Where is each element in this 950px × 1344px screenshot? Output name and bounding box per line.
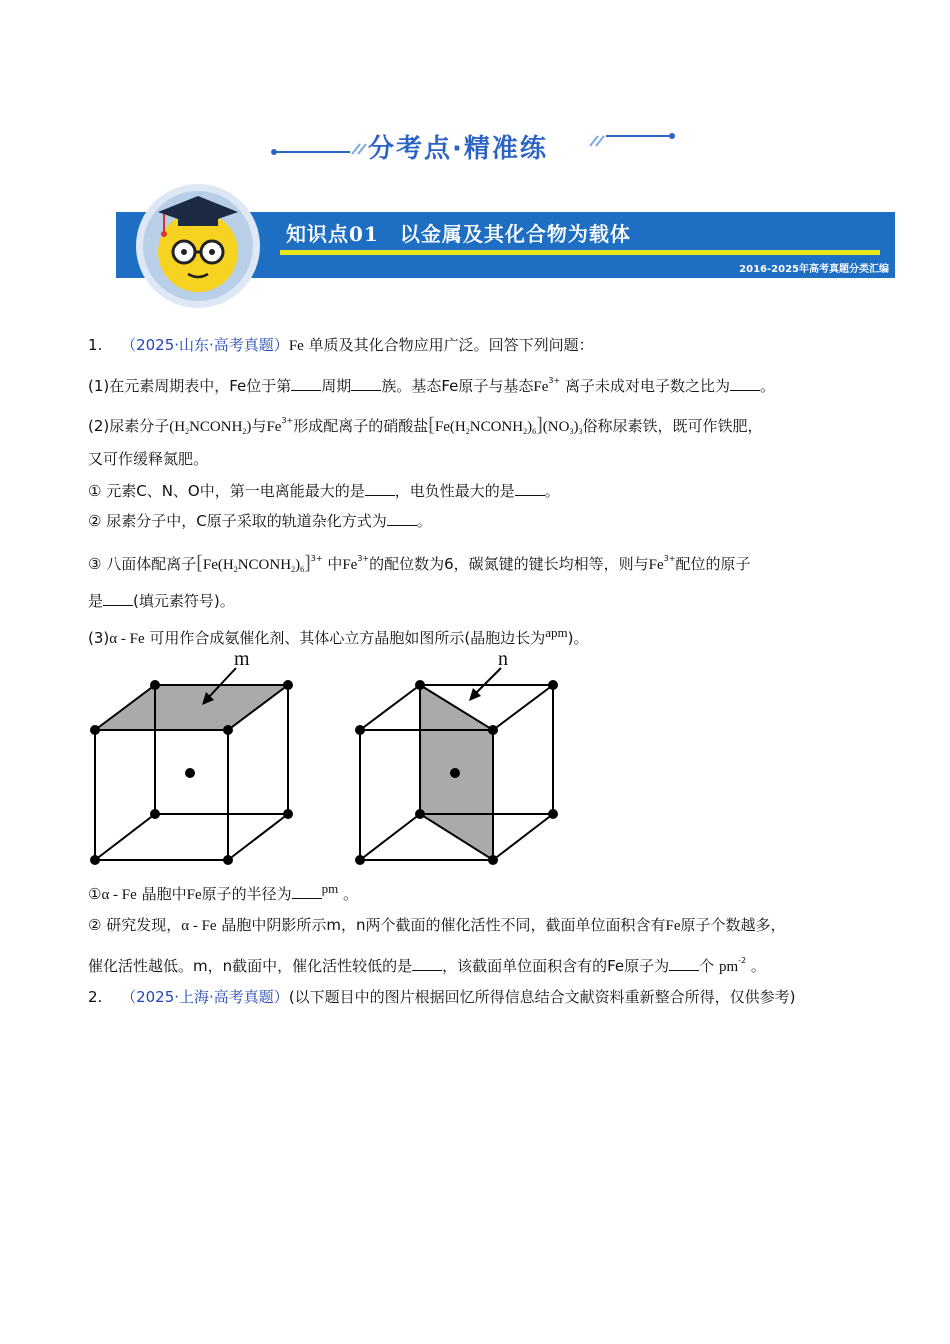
blank[interactable] <box>387 511 417 526</box>
blank[interactable] <box>291 376 321 391</box>
title-right-decoration <box>586 130 686 150</box>
q1-sub2: ② 尿素分子中，C原子采取的轨道杂化方式为 。 <box>88 512 432 530</box>
figure-label-m: m <box>234 648 250 670</box>
blank[interactable] <box>730 376 760 391</box>
blank[interactable] <box>292 884 322 899</box>
section-title-bar <box>0 126 950 166</box>
unit-cell-figure-n <box>345 648 565 868</box>
unit-cell-figure-m <box>80 648 300 868</box>
q1-source: （2025·山东·高考真题） <box>121 336 289 354</box>
q1-sub1: ① 元素C、N、O中，第一电离能最大的是 ，电负性最大的是 。 <box>88 482 560 500</box>
q1-part3-sub2: ② 研究发现，α - Fe 晶胞中阴影所示m，n两个截面的催化活性不同，截面单位面积含有Fe原子个数越多， <box>88 916 786 934</box>
blank[interactable] <box>103 591 133 606</box>
banner-subtitle: 2016-2025年高考真题分类汇编 <box>739 264 889 275</box>
q1-part2-cont: 又可作缓释氮肥。 <box>88 450 209 468</box>
q1-part2: (2)尿素分子$(H_2NCONH_2)$与$Fe^{3+}$形成配离子的硝酸盐$[Fe(H_2NCONH_2)_6](NO_3)_3$俗称尿素铁，既可作铁肥， <box>88 414 763 436</box>
figure-label-n: n <box>498 648 508 670</box>
mascot-icon <box>134 180 264 310</box>
q1-part3-sub1: ①α - Fe 晶胞中Fe原子的半径为 $^{pm}$ 。 <box>88 881 359 903</box>
q1-part3-sub2-cont: 催化活性越低。m，n截面中，催化活性较低的是 ，该截面单位面积含有的Fe原子为 个 $pm^{-2}$ 。 <box>88 956 766 975</box>
banner-stripe <box>280 250 880 255</box>
title-left-decoration <box>270 136 370 156</box>
blank[interactable] <box>669 956 699 971</box>
q1-sub3: ③ 八面体配离子$[Fe(H_2NCONH_2)_6]^{3+}$ 中$Fe^{3+}$的配位数为6，碳氮键的键长均相等，则与$Fe^{3+}$配位的原子 <box>88 552 751 574</box>
q1-sub3-cont: 是 (填元素符号)。 <box>88 592 235 610</box>
section-title: 分考点·精准练 <box>368 134 548 164</box>
blank[interactable] <box>412 956 442 971</box>
banner-title: 知识点01 以金属及其化合物为载体 <box>286 222 631 246</box>
q2-stem: 2. （2025·上海·高考真题）(以下题目中的图片根据回忆所得信息结合文献资料重新整合所得，仅供参考) <box>88 988 796 1006</box>
q1-stem: 1. （2025·山东·高考真题）Fe 单质及其化合物应用广泛。回答下列问题： <box>88 336 594 354</box>
blank[interactable] <box>365 481 395 496</box>
blank[interactable] <box>515 481 545 496</box>
q1-part3: (3)α - Fe 可用作合成氨催化剂、其体心立方晶胞如图所示(晶胞边长为$^{apm}$)。 <box>88 625 589 647</box>
q2-source: （2025·上海·高考真题） <box>121 988 289 1006</box>
q1-part1: (1)在元素周期表中，Fe位于第 周期 族。基态Fe原子与基态$Fe^{3+}$ 离子未成对电子数之比为 。 <box>88 376 775 395</box>
blank[interactable] <box>351 376 381 391</box>
